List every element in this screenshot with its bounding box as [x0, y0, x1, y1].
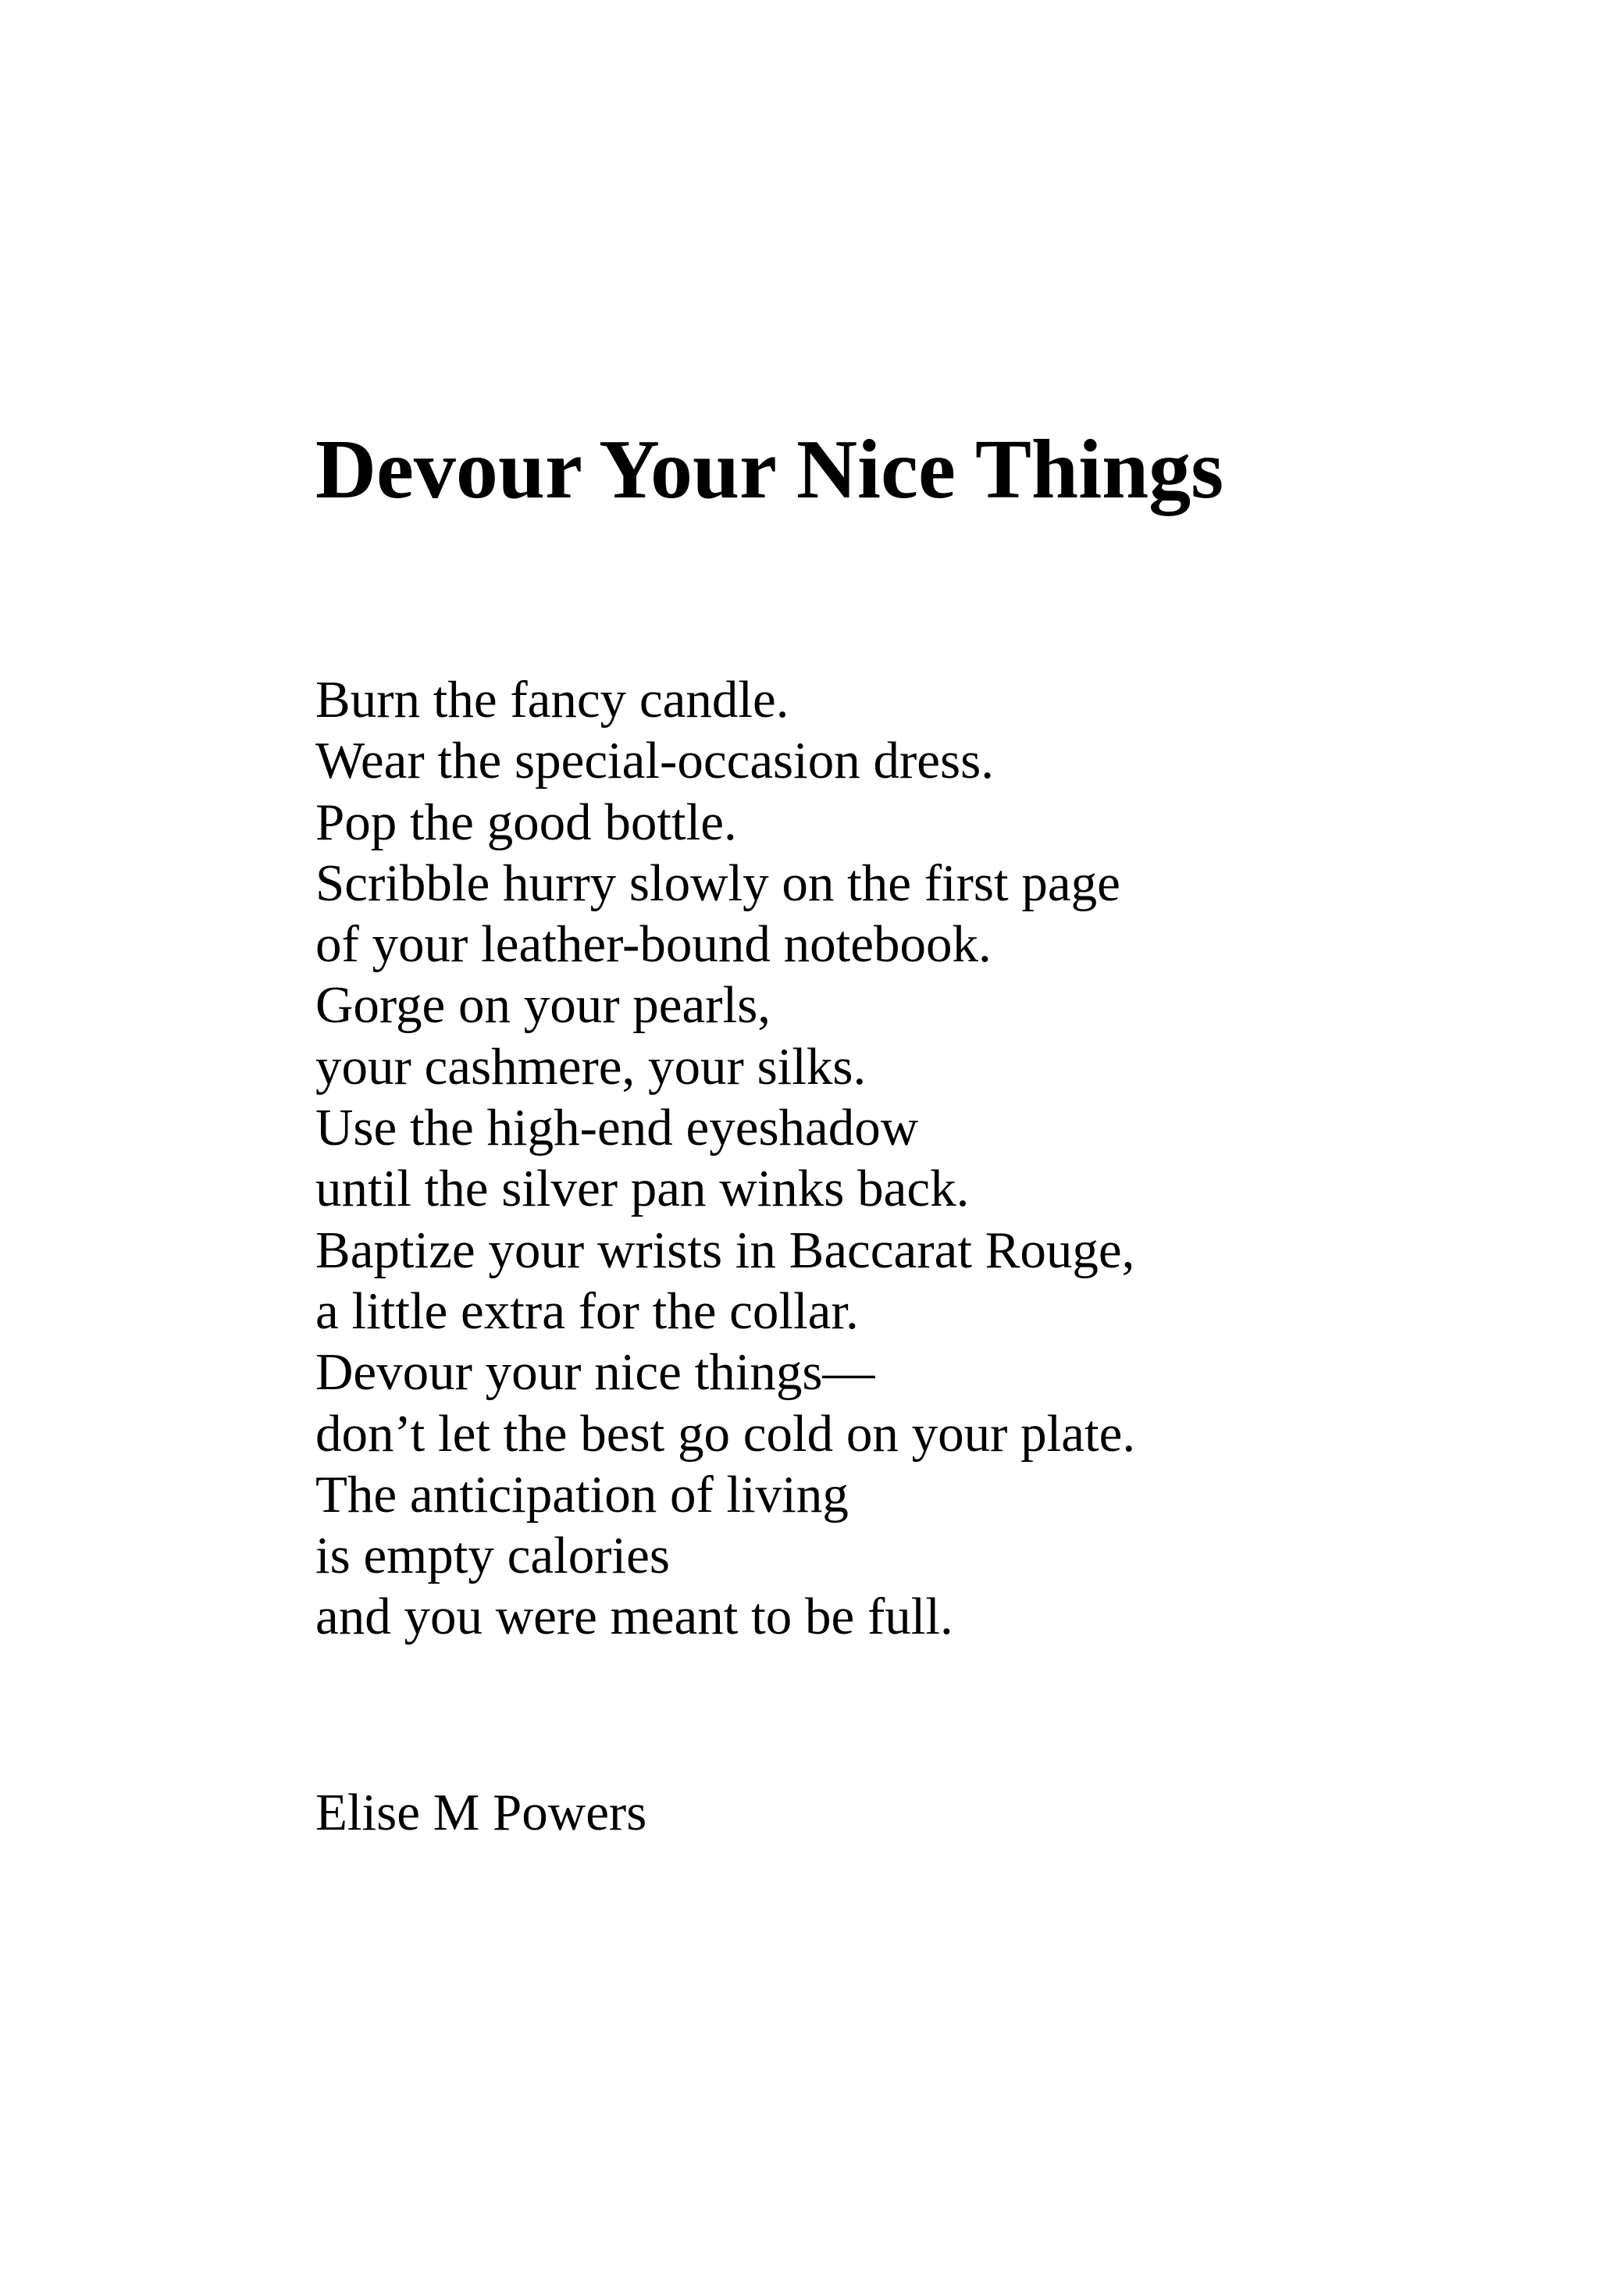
poem-line: your cashmere, your silks. [315, 1037, 867, 1096]
poem-line: and you were meant to be full. [315, 1588, 953, 1646]
poem-line: Use the high-end eyeshadow [315, 1099, 919, 1157]
poem-line: don’t let the best go cold on your plate. [315, 1404, 1136, 1463]
poem-title: Devour Your Nice Things [315, 423, 1224, 516]
poem-line: of your leather-bound notebook. [315, 915, 992, 974]
poem-line: Gorge on your pearls, [315, 976, 771, 1035]
poem-line: Pop the good bottle. [315, 793, 737, 851]
poem-line: a little extra for the collar. [315, 1281, 859, 1340]
poem-line: The anticipation of living [315, 1465, 849, 1524]
poem-line: is empty calories [315, 1527, 670, 1585]
poem-line: until the silver pan winks back. [315, 1160, 970, 1218]
author-name: Elise M Powers [315, 1784, 647, 1841]
poem-line: Baptize your wrists in Baccarat Rouge, [315, 1221, 1135, 1279]
poem-body [315, 669, 1135, 1648]
poem-line: Wear the special-occasion dress. [315, 732, 994, 790]
poem-line: Devour your nice things— [315, 1343, 875, 1402]
poem-line: Scribble hurry slowly on the first page [315, 854, 1120, 912]
poem-line: Burn the fancy candle. [315, 671, 789, 729]
